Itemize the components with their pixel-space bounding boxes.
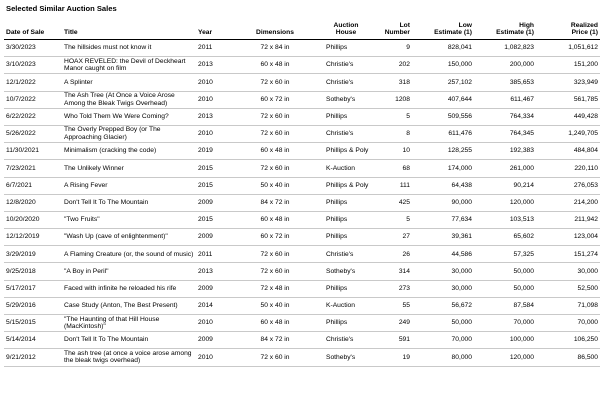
cell-high-estimate: 90,214 (474, 177, 536, 194)
cell-dimensions: 84 x 72 in (236, 332, 314, 349)
cell-auction-house: Sotheby's (314, 349, 378, 366)
cell-auction-house: Phillips (314, 40, 378, 57)
cell-high-estimate: 385,653 (474, 74, 536, 91)
col-header-high-line2: Estimate (1) (496, 29, 534, 37)
cell-auction-house: Christie's (314, 246, 378, 263)
cell-year: 2013 (196, 108, 236, 125)
page-title: Selected Similar Auction Sales (6, 4, 117, 13)
cell-dimensions: 72 x 60 in (236, 349, 314, 366)
cell-realized-price: 70,000 (536, 315, 600, 332)
cell-realized-price: 1,051,612 (536, 40, 600, 57)
cell-year: 2010 (196, 349, 236, 366)
cell-low-estimate: 30,000 (412, 263, 474, 280)
cell-auction-house: Christie's (314, 57, 378, 74)
cell-date: 5/29/2016 (4, 297, 62, 314)
cell-auction-house: Phillips & Poly (314, 177, 378, 194)
col-header-auction-house-line2: House (335, 29, 357, 37)
cell-high-estimate: 57,325 (474, 246, 536, 263)
cell-realized-price: 211,942 (536, 211, 600, 228)
col-header-low-line2: Estimate (1) (434, 29, 472, 37)
cell-title: "A Boy in Peril" (62, 263, 196, 280)
table-row (4, 160, 600, 177)
col-header-realized-line1: Realized (570, 21, 598, 29)
cell-dimensions: 50 x 40 in (236, 297, 314, 314)
cell-year: 2014 (196, 297, 236, 314)
cell-lot-number: 9 (378, 40, 412, 57)
cell-date: 11/30/2021 (4, 143, 62, 160)
cell-year: 2015 (196, 160, 236, 177)
table-row (4, 177, 600, 194)
cell-dimensions: 72 x 84 in (236, 40, 314, 57)
cell-date: 12/1/2022 (4, 74, 62, 91)
cell-realized-price: 151,200 (536, 57, 600, 74)
cell-low-estimate: 509,556 (412, 108, 474, 125)
cell-date: 5/15/2015 (4, 315, 62, 332)
col-header-lot-line2: Number (384, 29, 410, 37)
cell-realized-price: 86,500 (536, 349, 600, 366)
cell-lot-number: 425 (378, 194, 412, 211)
cell-title: Case Study (Anton, The Best Present) (62, 297, 196, 314)
cell-title: Faced with infinite he reloaded his rife (62, 280, 196, 297)
cell-dimensions: 72 x 60 in (236, 160, 314, 177)
cell-high-estimate: 70,000 (474, 315, 536, 332)
cell-title: Don't Tell It To The Mountain (62, 332, 196, 349)
cell-title: Minimalism (cracking the code) (62, 143, 196, 160)
cell-title: A Splinter (62, 74, 196, 91)
col-header-auction-house-line1: Auction (333, 21, 359, 29)
cell-high-estimate: 120,000 (474, 194, 536, 211)
table-row (4, 246, 600, 263)
cell-title: Don't Tell It To The Mountain (62, 194, 196, 211)
header-row (4, 14, 600, 40)
cell-realized-price: 30,000 (536, 263, 600, 280)
cell-high-estimate: 100,000 (474, 332, 536, 349)
cell-realized-price: 52,500 (536, 280, 600, 297)
cell-title: "Wash Up (cave of enlightenment)" (62, 229, 196, 246)
cell-date: 6/22/2022 (4, 108, 62, 125)
cell-realized-price: 214,200 (536, 194, 600, 211)
cell-low-estimate: 611,476 (412, 125, 474, 142)
cell-auction-house: Christie's (314, 125, 378, 142)
col-header-auction-house (314, 14, 378, 40)
cell-date: 3/30/2023 (4, 40, 62, 57)
cell-low-estimate: 828,041 (412, 40, 474, 57)
cell-year: 2010 (196, 74, 236, 91)
cell-realized-price: 484,804 (536, 143, 600, 160)
table-body (4, 40, 600, 367)
cell-auction-house: Phillips (314, 211, 378, 228)
cell-lot-number: 1208 (378, 91, 412, 108)
col-header-high-estimate (474, 14, 536, 40)
cell-title: A Flaming Creature (or, the sound of music) (62, 246, 196, 263)
cell-title: A Rising Fever (62, 177, 196, 194)
cell-title: HOAX REVELED: the Devil of Deckheart Manor caught on film (62, 57, 196, 74)
cell-title: Who Told Them We Were Coming? (62, 108, 196, 125)
table-row (4, 229, 600, 246)
col-header-title: Title (62, 14, 196, 40)
cell-high-estimate: 87,584 (474, 297, 536, 314)
cell-year: 2009 (196, 194, 236, 211)
cell-lot-number: 10 (378, 143, 412, 160)
col-header-high-line1: High (519, 21, 534, 29)
col-header-year: Year (196, 14, 236, 40)
cell-year: 2013 (196, 57, 236, 74)
cell-lot-number: 318 (378, 74, 412, 91)
cell-auction-house: Christie's (314, 332, 378, 349)
auction-sales-table (4, 14, 600, 367)
cell-low-estimate: 77,634 (412, 211, 474, 228)
cell-auction-house: K-Auction (314, 160, 378, 177)
cell-date: 12/12/2019 (4, 229, 62, 246)
table-row (4, 332, 600, 349)
cell-low-estimate: 56,672 (412, 297, 474, 314)
cell-low-estimate: 80,000 (412, 349, 474, 366)
cell-date: 10/7/2022 (4, 91, 62, 108)
cell-date: 3/10/2023 (4, 57, 62, 74)
cell-title: The hillsides must not know it (62, 40, 196, 57)
cell-low-estimate: 50,000 (412, 315, 474, 332)
table-row (4, 315, 600, 332)
table-row (4, 211, 600, 228)
table-row (4, 349, 600, 366)
cell-lot-number: 27 (378, 229, 412, 246)
cell-lot-number: 202 (378, 57, 412, 74)
cell-date: 5/17/2017 (4, 280, 62, 297)
cell-realized-price: 323,949 (536, 74, 600, 91)
cell-dimensions: 84 x 72 in (236, 194, 314, 211)
cell-date: 9/21/2012 (4, 349, 62, 366)
cell-year: 2011 (196, 246, 236, 263)
cell-year: 2009 (196, 280, 236, 297)
cell-auction-house: Phillips & Poly (314, 143, 378, 160)
cell-lot-number: 591 (378, 332, 412, 349)
cell-dimensions: 60 x 72 in (236, 229, 314, 246)
cell-year: 2015 (196, 177, 236, 194)
cell-realized-price: 449,428 (536, 108, 600, 125)
col-header-lot-line1: Lot (399, 21, 410, 29)
cell-lot-number: 26 (378, 246, 412, 263)
col-header-date: Date of Sale (4, 14, 62, 40)
cell-dimensions: 72 x 60 in (236, 125, 314, 142)
table-row (4, 108, 600, 125)
cell-high-estimate: 611,467 (474, 91, 536, 108)
cell-high-estimate: 192,383 (474, 143, 536, 160)
cell-title: "Two Fruits" (62, 211, 196, 228)
cell-lot-number: 314 (378, 263, 412, 280)
cell-title: "The Haunting of that Hill House (MacKintosh)" (62, 315, 196, 332)
col-header-realized-line2: Price (1) (571, 29, 598, 37)
cell-date: 5/14/2014 (4, 332, 62, 349)
cell-high-estimate: 50,000 (474, 280, 536, 297)
cell-title: The Overly Prepped Boy (or The Approaching Glacier) (62, 125, 196, 142)
cell-auction-house: Phillips (314, 229, 378, 246)
col-header-low-estimate (412, 14, 474, 40)
cell-date: 12/8/2020 (4, 194, 62, 211)
col-header-dimensions: Dimensions (236, 14, 314, 40)
table-row (4, 91, 600, 108)
table-row (4, 74, 600, 91)
cell-high-estimate: 50,000 (474, 263, 536, 280)
cell-high-estimate: 261,000 (474, 160, 536, 177)
cell-dimensions: 60 x 48 in (236, 315, 314, 332)
cell-lot-number: 111 (378, 177, 412, 194)
cell-date: 5/26/2022 (4, 125, 62, 142)
cell-year: 2009 (196, 332, 236, 349)
cell-lot-number: 5 (378, 108, 412, 125)
cell-date: 10/20/2020 (4, 211, 62, 228)
cell-title: The ash tree (at once a voice arose among the bleak twigs overhead) (62, 349, 196, 366)
cell-realized-price: 220,110 (536, 160, 600, 177)
cell-title: The Ash Tree (At Once a Voice Arose Among the Bleak Twigs Overhead) (62, 91, 196, 108)
cell-year: 2010 (196, 91, 236, 108)
cell-low-estimate: 150,000 (412, 57, 474, 74)
cell-auction-house: Christie's (314, 74, 378, 91)
table-row (4, 263, 600, 280)
cell-dimensions: 60 x 48 in (236, 57, 314, 74)
cell-date: 6/7/2021 (4, 177, 62, 194)
cell-year: 2011 (196, 40, 236, 57)
table-row (4, 280, 600, 297)
cell-lot-number: 19 (378, 349, 412, 366)
cell-dimensions: 50 x 40 in (236, 177, 314, 194)
cell-dimensions: 72 x 60 in (236, 246, 314, 263)
cell-low-estimate: 128,255 (412, 143, 474, 160)
cell-realized-price: 1,249,705 (536, 125, 600, 142)
cell-lot-number: 8 (378, 125, 412, 142)
cell-low-estimate: 39,361 (412, 229, 474, 246)
cell-dimensions: 60 x 48 in (236, 211, 314, 228)
cell-high-estimate: 1,082,823 (474, 40, 536, 57)
cell-auction-house: Sotheby's (314, 91, 378, 108)
table-row (4, 194, 600, 211)
cell-year: 2015 (196, 211, 236, 228)
cell-realized-price: 276,053 (536, 177, 600, 194)
cell-low-estimate: 257,102 (412, 74, 474, 91)
cell-realized-price: 561,785 (536, 91, 600, 108)
cell-high-estimate: 200,000 (474, 57, 536, 74)
cell-low-estimate: 174,000 (412, 160, 474, 177)
cell-year: 2013 (196, 263, 236, 280)
cell-lot-number: 5 (378, 211, 412, 228)
cell-auction-house: Phillips (314, 194, 378, 211)
cell-realized-price: 71,098 (536, 297, 600, 314)
cell-low-estimate: 407,644 (412, 91, 474, 108)
cell-year: 2010 (196, 125, 236, 142)
cell-dimensions: 72 x 60 in (236, 74, 314, 91)
table-row (4, 297, 600, 314)
col-header-realized-price (536, 14, 600, 40)
cell-auction-house: Phillips (314, 108, 378, 125)
table-row (4, 125, 600, 142)
cell-lot-number: 249 (378, 315, 412, 332)
cell-low-estimate: 70,000 (412, 332, 474, 349)
cell-realized-price: 123,004 (536, 229, 600, 246)
cell-dimensions: 60 x 72 in (236, 91, 314, 108)
cell-dimensions: 72 x 60 in (236, 263, 314, 280)
cell-year: 2009 (196, 229, 236, 246)
cell-low-estimate: 64,438 (412, 177, 474, 194)
cell-high-estimate: 65,602 (474, 229, 536, 246)
cell-year: 2019 (196, 143, 236, 160)
cell-auction-house: Sotheby's (314, 263, 378, 280)
cell-high-estimate: 764,334 (474, 108, 536, 125)
cell-dimensions: 60 x 48 in (236, 143, 314, 160)
cell-lot-number: 273 (378, 280, 412, 297)
cell-lot-number: 55 (378, 297, 412, 314)
cell-year: 2010 (196, 315, 236, 332)
col-header-lot (378, 14, 412, 40)
cell-low-estimate: 90,000 (412, 194, 474, 211)
cell-low-estimate: 44,586 (412, 246, 474, 263)
cell-auction-house: Phillips (314, 280, 378, 297)
cell-realized-price: 106,250 (536, 332, 600, 349)
table-row (4, 40, 600, 57)
cell-date: 3/29/2019 (4, 246, 62, 263)
cell-realized-price: 151,274 (536, 246, 600, 263)
cell-title: The Unlikely Winner (62, 160, 196, 177)
cell-auction-house: K-Auction (314, 297, 378, 314)
cell-date: 9/25/2018 (4, 263, 62, 280)
cell-auction-house: Phillips (314, 315, 378, 332)
cell-high-estimate: 764,345 (474, 125, 536, 142)
table-row (4, 57, 600, 74)
table-row (4, 143, 600, 160)
cell-high-estimate: 103,513 (474, 211, 536, 228)
cell-high-estimate: 120,000 (474, 349, 536, 366)
cell-lot-number: 68 (378, 160, 412, 177)
col-header-low-line1: Low (458, 21, 472, 29)
cell-dimensions: 72 x 60 in (236, 108, 314, 125)
cell-date: 7/23/2021 (4, 160, 62, 177)
cell-dimensions: 72 x 48 in (236, 280, 314, 297)
cell-low-estimate: 30,000 (412, 280, 474, 297)
